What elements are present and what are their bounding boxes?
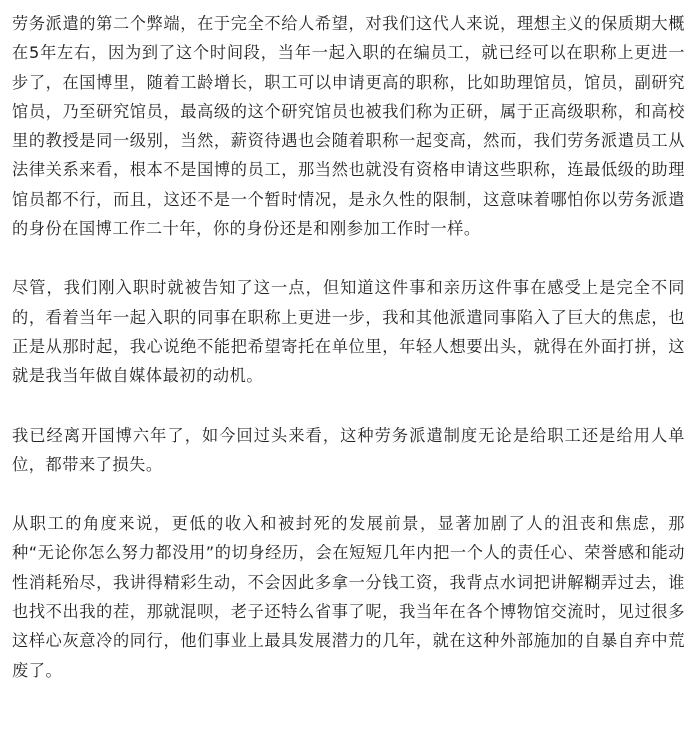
paragraph-2: 尽管，我们刚入职时就被告知了这一点，但知道这件事和亲历这件事在感受上是完全不同的，看着当年一起入职的同事在职称上更进一步，我和其他派遣同事陷入了巨大的焦虑，也正是从那时起，我心说绝不能把希望寄托在单位里，年轻人想要出头，就得在外面打拼，这就是我当年做自媒体最初的动机。 <box>12 278 685 386</box>
paragraph-1: 劳务派遣的第二个弊端，在于完全不给人希望，对我们这代人来说，理想主义的保质期大概在5年左右，因为到了这个时间段，当年一起入职的在编员工，就已经可以在职称上更进一步了，在国博里，随着工龄增长，职工可以申请更高的职称，比如助理馆员，馆员，副研究馆员，乃至研究馆员，最高级的这个研究馆员也被我们称为正研，属于正高级职称，和高校里的教授是同一级别，当然，薪资待遇也会随着职称一起变高，然而，我们劳务派遣员工从法律关系来看，根本不是国博的员工，那当然也就没有资格申请这些职称，连最低级的助理馆员都不行，而且，这还不是一个暂时情况，是永久性的限制，这意味着哪怕你以劳务派遣的身份在国博工作二十年，你的身份还是和刚参加工作时一样。 <box>12 14 685 239</box>
paragraph-3: 我已经离开国博六年了，如今回过头来看，这种劳务派遣制度无论是给职工还是给用人单位，都带来了损失。 <box>12 425 685 474</box>
paragraph-4: 从职工的角度来说，更低的收入和被封死的发展前景，显著加剧了人的沮丧和焦虑，那种“无论你怎么努力都没用”的切身经历，会在短短几年内把一个人的责任心、荣誉感和能动性消耗殆尽，我讲得精彩生动，不会因此多拿一分钱工资，我背点水词把讲解糊弄过去，谁也找不出我的茬，那就混呗，老子还特么省事了呢，我当年在各个博物馆交流时，见过很多这样心灰意冷的同行，他们事业上最具发展潜力的几年，就在这种外部施加的自暴自弃中荒废了。 <box>12 514 685 680</box>
